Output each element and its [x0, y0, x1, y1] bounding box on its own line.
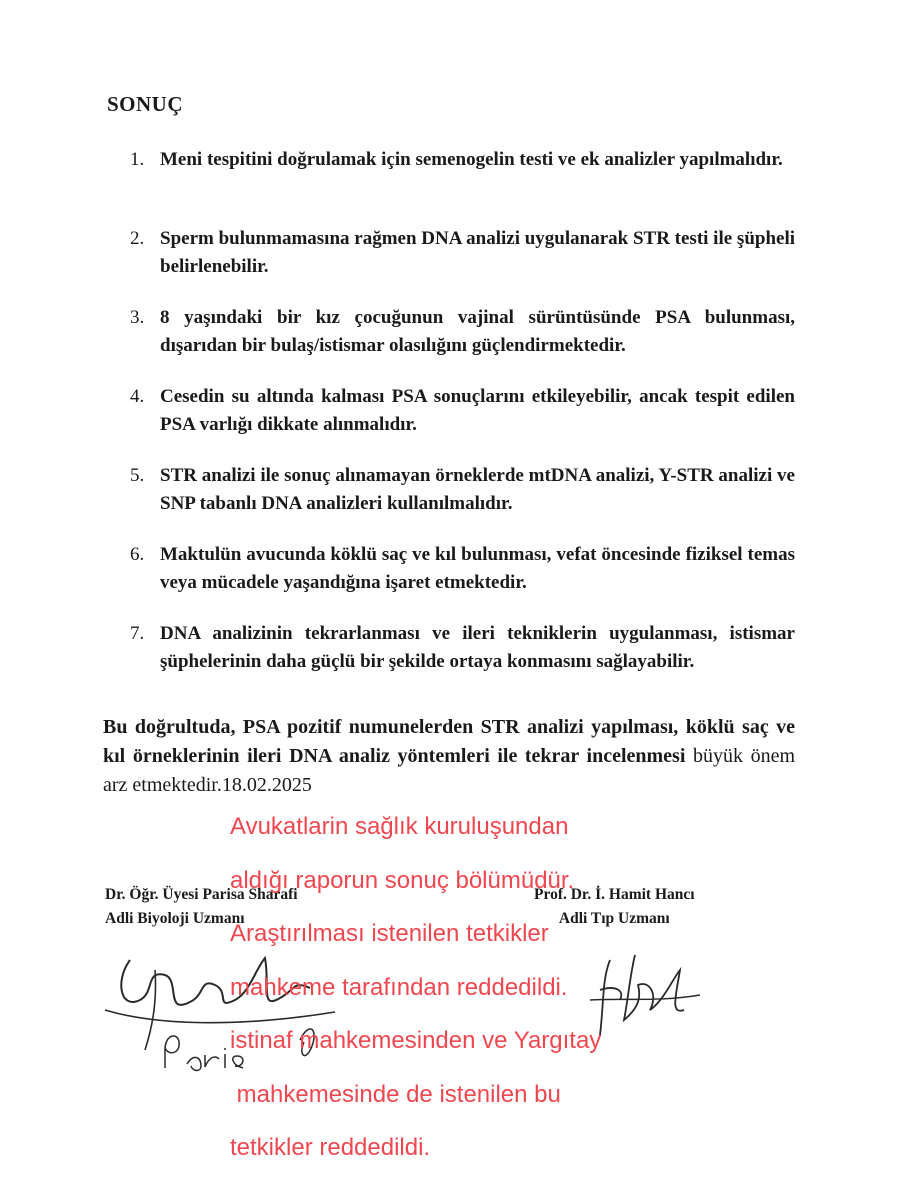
item-number: 7. [130, 623, 145, 644]
list-item [130, 225, 795, 281]
item-text: 8 yaşındaki bir kız çocuğunun vajinal sürüntüsünde PSA bulunması, dışarıdan bir bulaş/istismar olasılığını güçlendirmektedir. [160, 307, 795, 356]
list-item [130, 304, 795, 360]
signer-name-left: Dr. Öğr. Üyesi Parisa Sharafi [105, 886, 298, 903]
annotation-line: aldığı raporun sonuç bölümüdür. [230, 866, 575, 894]
item-text: STR analizi ile sonuç alınamayan örneklerde mtDNA analizi, Y-STR analizi ve SNP tabanlı DNA analizleri kullanılmalıdır. [160, 465, 795, 514]
item-number: 1. [130, 149, 145, 170]
list-item [130, 146, 795, 174]
annotation-overlay [230, 800, 870, 1175]
item-text: Meni tespitini doğrulamak için semenogelin testi ve ek analizler yapılmalıdır. [160, 149, 783, 170]
list-item [130, 541, 795, 597]
conclusion-paragraph [103, 713, 795, 800]
item-number: 2. [130, 228, 145, 249]
signer-name-right: Prof. Dr. İ. Hamit Hancı [534, 886, 695, 903]
signer-title-left: Adli Biyoloji Uzmanı [105, 910, 245, 927]
annotation-line: mahkeme tarafından reddedildi. [230, 973, 568, 1001]
annotation-line: tetkikler reddedildi. [230, 1134, 431, 1161]
item-number: 5. [130, 465, 145, 486]
list-item [130, 462, 795, 518]
annotation-line: Araştırılması istenilen tetkikler [230, 920, 549, 947]
list-item [130, 383, 795, 439]
conclusion-tail: büyük önem arz etmektedir.18.02.2025 [103, 745, 795, 796]
annotation-line: Avukatlarin sağlık kuruluşundan [230, 813, 569, 840]
conclusion-bold: Bu doğrultuda, PSA pozitif numunelerden STR analizi yapılması, köklü saç ve kıl örneklerinin ileri DNA analiz yöntemleri ile tekrar incelenmesi [103, 716, 795, 767]
item-text: Cesedin su altında kalması PSA sonuçlarını etkileyebilir, ancak tespit edilen PSA varlığı dikkate alınmalıdır. [160, 386, 795, 435]
item-text: Sperm bulunmamasına rağmen DNA analizi uygulanarak STR testi ile şüpheli belirlenebilir. [160, 228, 796, 277]
annotation-line: istinaf mahkemesinden ve Yargıtay [230, 1027, 602, 1054]
list-item [130, 620, 795, 676]
item-text: DNA analizinin tekrarlanması ve ileri tekniklerin uygulanması, istismar şüphelerinin daha güçlü bir şekilde ortaya konmasını sağlayabilir. [160, 623, 795, 672]
item-number: 3. [130, 307, 145, 328]
item-number: 4. [130, 386, 145, 407]
signer-title-right: Adli Tıp Uzmanı [558, 910, 670, 927]
section-heading: SONUÇ [107, 92, 184, 116]
item-number: 6. [130, 544, 145, 565]
annotation-line: mahkemesinde de istenilen bu [230, 1080, 561, 1108]
item-text: Maktulün avucunda köklü saç ve kıl bulunması, vefat öncesinde fiziksel temas veya mücadele yaşandığına işaret etmektedir. [160, 544, 795, 593]
